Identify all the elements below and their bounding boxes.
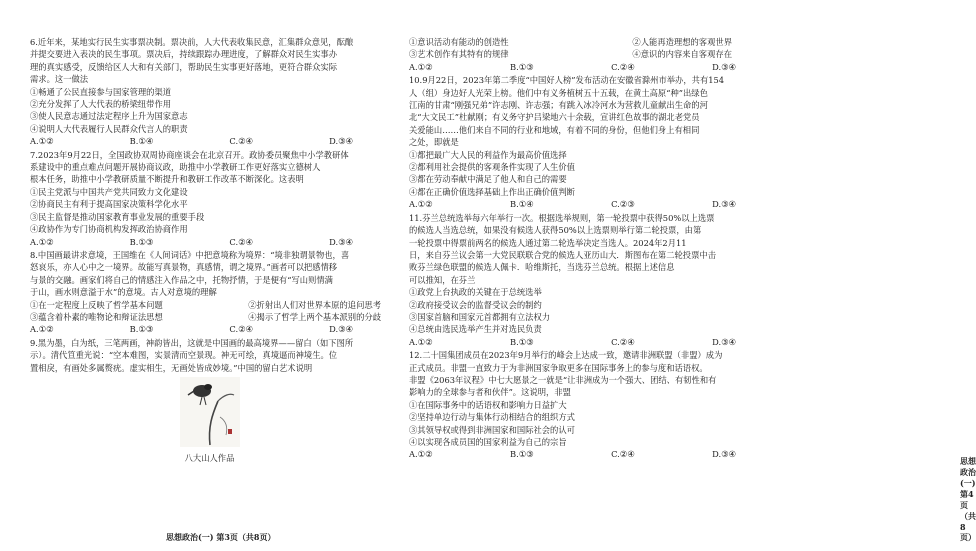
question-stem-line: 一轮投票中得票前两名的候选人通过第二轮选举决定当选人。2024年2月11 xyxy=(409,237,687,248)
option-2: ②人能再造理想的客观世界 xyxy=(632,37,732,47)
question-stem-line: 之处，即就是 xyxy=(409,137,459,148)
option-4: ④揭示了哲学上两个基本派别的分歧 xyxy=(248,311,381,322)
question-stem-line: 日，来自芬兰议会第一大党民联联合党的候选人亚历山大．斯图布在第二轮投票中击 xyxy=(409,249,716,260)
question-8 xyxy=(30,249,389,336)
question-stem-line: 并提交要进入表决的民生事项。票决后，持续跟踪办理进度，了解群众对民生实事办 xyxy=(30,49,337,60)
option-3: ③都在劳动奉献中满足了他人和自己的需要 xyxy=(409,174,567,185)
painting-caption: 八大山人作品 xyxy=(184,453,235,464)
answer-c: C.②④ xyxy=(611,61,635,72)
option-3: ③其领导权或得到非洲国家和国际社会的认可 xyxy=(409,424,575,435)
option-1: ①意识活动有能动的创造性 xyxy=(409,37,509,47)
answer-choices xyxy=(409,336,772,348)
answer-b: B.①③ xyxy=(509,449,534,460)
question-stem-line: 关爱能山……他们来自不同的行业和地域，有着不同的身份，但他们身上有相同 xyxy=(409,124,700,135)
question-stem-line: 与景的交融。画家们将自己的情感注入作品之中，托物抒情，于是便有“写山则情满 xyxy=(30,274,333,285)
question-stem-line: 6.近年来，某地实行民生实事票决制。票决前，人大代表收集民意，汇集群众意见，酝酿 xyxy=(30,37,354,47)
question-stem-line: 9.黑为墨，白为纸，三笔两画，神韵皆出，这就是中国画的最高境界——留白（如下图所 xyxy=(30,337,354,348)
option-3: ③国家首脑和国家元首都拥有立法权力 xyxy=(409,311,551,322)
answer-b: B.①③ xyxy=(509,61,534,72)
option-1: ①民主党派与中国共产党共同致力文化建设 xyxy=(30,186,188,197)
option-1: ①都把最广大人民的利益作为最高价值选择 xyxy=(409,149,567,160)
option-2: ②协商民主有利于提高国家决策科学化水平 xyxy=(30,199,188,210)
question-9 xyxy=(30,337,389,465)
answer-d: D.③④ xyxy=(712,199,736,210)
option-4: ④以实现各成员国的国家利益为自己的宗旨 xyxy=(409,437,567,447)
question-7 xyxy=(30,149,389,248)
answer-choices xyxy=(409,448,772,460)
question-stem-line: 人（组）身边好人光荣上榜。他们中有义务植树五十五载，在黄土高原“种”出绿色 xyxy=(409,87,708,98)
answer-c: C.②④ xyxy=(229,324,253,335)
option-1: ①政党上台执政的关键在于总统选举 xyxy=(409,287,542,298)
option-3: ③艺术创作有其特有的规律 xyxy=(409,49,509,60)
answer-d: D.③④ xyxy=(712,336,736,347)
question-stem-line: 怒哀乐，亦人心中之一境界。故能写真景物，真感情，谓之境界。”画者可以把感情移 xyxy=(30,262,338,273)
answer-a: A.①② xyxy=(409,336,433,347)
answer-a: A.①② xyxy=(30,136,54,147)
question-9-options xyxy=(409,36,772,73)
page-footer: 思想政治(一) 第3页（共8页） xyxy=(166,532,276,542)
answer-c: C.②④ xyxy=(611,449,635,460)
question-stem-line: 根本任务，助推中小学教研质量不断提升和教研工作改革不断深化。这表明 xyxy=(30,174,304,185)
answer-c: C.②④ xyxy=(229,136,253,147)
question-stem-line: 非盟《2063年议程》中七大愿景之一就是“让非洲成为一个强大、团结、有韧性和有 xyxy=(409,374,717,385)
answer-d: D.③④ xyxy=(329,236,353,247)
question-stem-line: 置相戾，有画处多属赘疣。虚实相生，无画处皆成妙境。”中国的留白艺术说明 xyxy=(30,362,313,373)
option-2: ②政府接受议会的监督受议会的制约 xyxy=(409,299,542,310)
question-stem-line: 败芬兰绿色联盟的候选人佩卡．哈维斯托，当选芬兰总统。根据上述信息 xyxy=(409,262,675,273)
option-4: ④说明人大代表履行人民群众代言人的职责 xyxy=(30,123,188,134)
question-stem-line: 可以推知，在芬兰 xyxy=(409,274,476,285)
answer-c: C.②③ xyxy=(611,199,635,210)
question-stem-line: 10.9月22日，2023年第二季度“中国好人榜”发布活动在安徽省滁州市举办，共有154 xyxy=(409,75,725,86)
answer-b: B.①④ xyxy=(509,199,534,210)
answer-a: A.①② xyxy=(409,199,433,210)
answer-c: C.②④ xyxy=(611,336,635,347)
answer-b: B.①③ xyxy=(509,336,534,347)
option-1: ①在一定程度上反映了哲学基本问题 xyxy=(30,299,163,310)
answer-a: A.①② xyxy=(409,61,433,72)
option-4: ④意识的内容来自客观存在 xyxy=(632,49,732,60)
question-stem-line: 12.二十国集团成员在2023年9月举行的峰会上达成一致，邀请非洲联盟（非盟）成为 xyxy=(409,350,723,361)
question-11 xyxy=(409,212,772,348)
answer-a: A.①② xyxy=(409,449,433,460)
question-stem-line: 7.2023年9月22日，全国政协双周协商座谈会在北京召开。政协委员聚焦中小学教研体 xyxy=(30,149,349,160)
option-4: ④政协作为专门协商机构发挥政治协商作用 xyxy=(30,224,188,235)
option-4: ④总统由选民选举产生并对选民负责 xyxy=(409,324,542,335)
ink-painting-image xyxy=(180,377,240,447)
option-2: ②充分发挥了人大代表的桥梁纽带作用 xyxy=(30,99,172,110)
option-row xyxy=(409,48,772,60)
answer-c: C.②④ xyxy=(229,236,253,247)
answer-a: A.①② xyxy=(30,324,54,335)
question-stem-line: 系建设中的重点难点问题开展协商议政，助推中小学教研工作更好落实立德树人 xyxy=(30,162,321,173)
question-stem-line: 理的真实感受，反馈给区人大和有关部门，帮助民生实事更好落地，更符合群众实际 xyxy=(30,61,337,72)
question-stem-line: 示）。清代笪重光说：“空本难图，实景清而空景现。神无可绘，真境逼而神境生。位 xyxy=(30,350,338,361)
answer-d: D.③④ xyxy=(712,61,736,72)
question-6 xyxy=(30,36,389,148)
option-3: ③使人民意志通过法定程序上升为国家意志 xyxy=(30,111,188,122)
question-stem-line: 11.芬兰总统选举每六年举行一次。根据选举规则，第一轮投票中获得50%以上选票 xyxy=(409,212,715,223)
right-page xyxy=(397,0,976,551)
question-stem-line: 江南的甘肃“刚强兄弟”许志刚、许志强；有跳入冰冷河水为营救儿童献出生命的河 xyxy=(409,100,708,111)
answer-a: A.①② xyxy=(30,236,54,247)
answer-d: D.③④ xyxy=(712,449,736,460)
answer-choices xyxy=(409,198,772,210)
option-3: ③民主监督是推动国家教育事业发展的重要手段 xyxy=(30,211,205,222)
painting-figure xyxy=(162,377,258,464)
option-4: ④都在正确价值选择基础上作出正确价值判断 xyxy=(409,186,575,197)
option-2: ②折射出人们对世界本原的追问思考 xyxy=(248,299,381,310)
answer-choices xyxy=(30,323,389,335)
option-row xyxy=(30,299,389,311)
answer-choices xyxy=(30,135,389,147)
option-2: ②都利用社会提供的客观条件实现了人生价值 xyxy=(409,162,575,173)
question-stem-line: 北“大文民工”杜献刚；有义务守护吕梁地六十余载，宣讲红色故事的湖北老党员 xyxy=(409,112,700,123)
option-1: ①在国际事务中的话语权和影响力日益扩大 xyxy=(409,399,567,410)
answer-d: D.③④ xyxy=(329,136,353,147)
question-stem-line: 正式成员。非盟一直致力于为非洲国家争取更多在国际事务上的参与度和话语权。 xyxy=(409,362,708,373)
answer-b: B.①③ xyxy=(129,236,154,247)
option-2: ②坚持单边行动与集体行动相结合的组织方式 xyxy=(409,412,575,423)
question-stem-line: 需求。这一做法 xyxy=(30,74,89,85)
option-row xyxy=(409,36,772,48)
page-footer: 思想政治(一) 第4页（共8页） xyxy=(960,456,976,542)
option-3: ③蕴含着朴素的唯物论和辩证法思想 xyxy=(30,311,163,322)
left-page xyxy=(0,0,397,551)
answer-b: B.①③ xyxy=(129,324,154,335)
answer-b: B.①④ xyxy=(129,136,154,147)
answer-choices xyxy=(30,236,389,248)
question-stem-line: 于山，画水则意溢于水”的意境。古人对意境的理解 xyxy=(30,287,217,298)
answer-choices xyxy=(409,61,772,73)
question-stem-line: 影响力的全球参与者和伙伴”。这说明，非盟 xyxy=(409,387,571,398)
option-row xyxy=(30,311,389,323)
question-10 xyxy=(409,74,772,210)
question-12 xyxy=(409,349,772,461)
option-1: ①畅通了公民直接参与国家管理的渠道 xyxy=(30,86,172,97)
answer-d: D.③④ xyxy=(329,324,353,335)
question-stem-line: 8.中国画最讲求意境，王国维在《人间词话》中把意境称为境界：“境非独谓景物也，喜 xyxy=(30,249,350,260)
question-stem-line: 的候选人当选总统，如果没有候选人获得50%以上选票则举行第二轮投票，由第 xyxy=(409,225,702,236)
